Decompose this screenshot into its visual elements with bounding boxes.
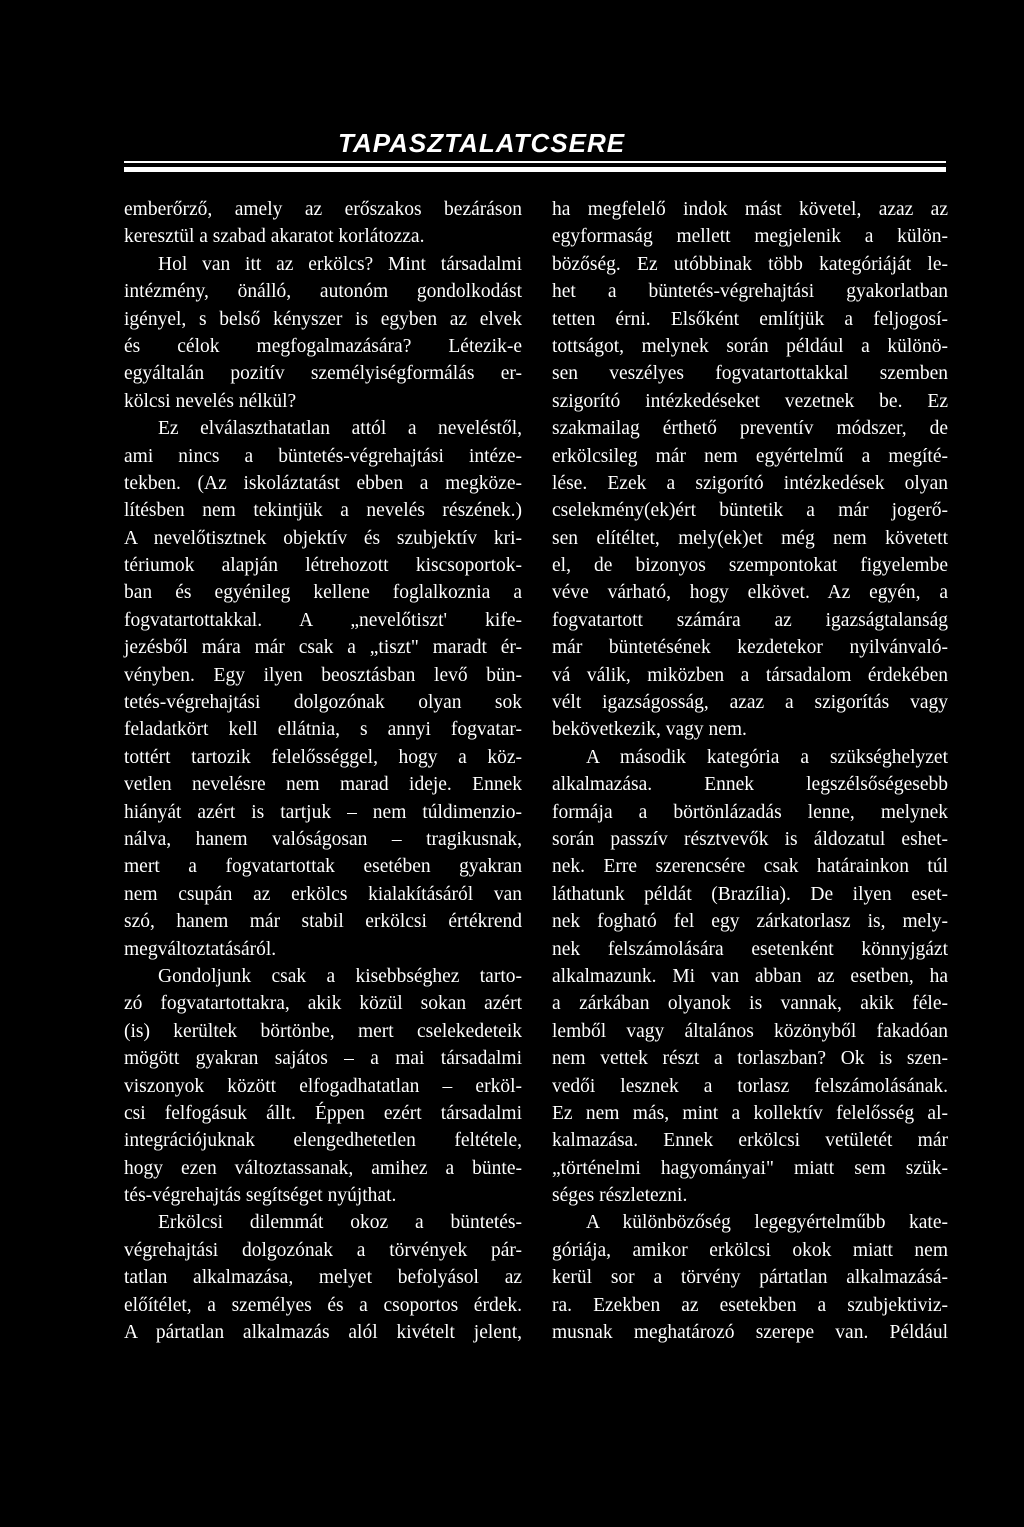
- text-line: hogy ezen változtassanak, amihez a bünte-: [124, 1157, 522, 1179]
- text-line: kalmazása. Ennek erkölcsi vetületét már: [552, 1130, 948, 1152]
- text-line: alkalmazunk. Mi van abban az esetben, ha: [552, 965, 948, 987]
- left-text-column: [124, 196, 522, 1346]
- text-line: tatlan alkalmazása, melyet befolyásol az: [124, 1267, 522, 1289]
- text-line: bözőség. Ez utóbbinak több kategóriáját le-: [552, 253, 948, 275]
- text-line: tetten érni. Elsőként említjük a feljogosí-: [552, 308, 948, 330]
- text-line: emberőrző, amely az erőszakos bezáráson: [124, 199, 522, 220]
- text-line: erkölcsileg már nem egyértelmű a megíté-: [552, 445, 948, 467]
- text-line: szigorító intézkedéseket vezetnek be. Ez: [552, 390, 948, 412]
- text-line: formája a börtönlázadás lenne, melynek: [552, 801, 948, 823]
- text-line: megváltoztatásáról.: [124, 938, 277, 960]
- page-header: [0, 128, 1024, 178]
- text-line: integrációjuknak elengedhetetlen feltétele,: [124, 1130, 522, 1152]
- text-line: vetlen nevelésre nem marad ideje. Ennek: [124, 774, 522, 796]
- text-line: tés-végrehajtás segítséget nyújthat.: [124, 1185, 397, 1207]
- text-line: bekövetkezik, vagy nem.: [552, 719, 747, 741]
- text-line: séges részletezni.: [552, 1185, 688, 1207]
- text-line: vá válik, miközben a társadalom érdekében: [552, 664, 948, 686]
- text-line: zó fogvatartottakra, akik közül sokan azért: [124, 993, 522, 1015]
- text-line: előítélet, a személyes és a csoportos érdek.: [124, 1294, 522, 1316]
- text-line: A nevelőtisztnek objektív és szubjektív kri-: [124, 527, 522, 549]
- text-line: egyformaság mellett megjelenik a külön-: [552, 226, 948, 248]
- text-line: keresztül a szabad akaratot korlátozza.: [124, 226, 425, 248]
- text-line: nek fogható fel egy zárkatorlasz is, mely-: [552, 911, 948, 933]
- text-line: már büntetésének kezdetekor nyilvánvaló-: [552, 637, 948, 659]
- text-line: Ez nem más, mint a kollektív felelősség al-: [552, 1102, 948, 1124]
- text-line: csi felfogásuk állt. Éppen ezért társadalmi: [124, 1102, 522, 1124]
- text-line: lemből vagy általános közönyből fakadóan: [552, 1020, 948, 1042]
- text-line: nek felszámolására esetenként könnyjgázt: [552, 938, 948, 960]
- text-line: a zárkában olyanok is vannak, akik féle-: [552, 993, 948, 1015]
- text-line: alkalmazása. Ennek legszélsőségesebb: [552, 774, 948, 796]
- text-line: nem csupán az erkölcs kialakításáról van: [124, 883, 522, 905]
- text-line: mögött gyakran sajátos – a mai társadalmi: [124, 1048, 522, 1070]
- text-line: Gondoljunk csak a kisebbséghez tarto-: [158, 965, 522, 987]
- text-line: intézmény, önálló, autonóm gondolkodást: [124, 281, 522, 303]
- text-line: (is) kerültek börtönbe, mert cselekedeteik: [124, 1020, 522, 1042]
- text-line: vedői lesznek a torlasz felszámolásának.: [552, 1075, 948, 1097]
- text-line: lítésben nem tekintjük a nevelés részének.): [124, 500, 522, 522]
- text-line: tetés-végrehajtási dolgozónak olyan sok: [124, 692, 522, 714]
- text-line: cselekmény(ek)ért büntetik a már jogerő-: [552, 500, 948, 522]
- text-line: véve várható, hogy elkövet. Az egyén, a: [552, 582, 948, 604]
- text-line: során passzív résztvevők is áldozatul eshet-: [552, 828, 948, 850]
- right-text-column: [552, 196, 948, 1346]
- text-line: tekben. (Az iskoláztatást ebben a megköze-: [124, 472, 522, 494]
- text-line: nálva, hanem valóságosan – tragikusnak,: [124, 828, 522, 850]
- text-line: feladatkört kell ellátnia, s annyi fogvatar-: [124, 719, 522, 741]
- text-line: kölcsi nevelés nélkül?: [124, 390, 297, 412]
- section-title: TAPASZTALATCSERE: [338, 128, 626, 158]
- text-line: jezésből mára már csak a „tiszt" maradt ér-: [124, 637, 522, 659]
- text-line: kerül sor a törvény pártatlan alkalmazásá-: [552, 1267, 948, 1289]
- text-line: és célok megfogalmazására? Létezik-e: [124, 335, 522, 357]
- text-line: lése. Ezek a szigorító intézkedések olyan: [552, 472, 948, 494]
- text-line: nem vettek részt a torlaszban? Ok is szen-: [552, 1048, 948, 1070]
- text-line: A különbözőség legegyértelműbb kate-: [586, 1212, 948, 1234]
- text-line: egyáltalán pozitív személyiségformálás er-: [124, 363, 522, 385]
- text-line: góriája, amikor erkölcsi okok miatt nem: [552, 1239, 948, 1261]
- text-line: Erkölcsi dilemmát okoz a büntetés-: [158, 1212, 522, 1234]
- text-line: nek. Erre szerencsére csak határainkon túl: [552, 856, 948, 878]
- header-rule-thick: [124, 167, 946, 172]
- text-line: A pártatlan alkalmazás alól kivételt jelent,: [124, 1322, 522, 1344]
- text-line: vélt igazságosság, azaz a szigorítás vagy: [552, 692, 948, 714]
- text-line: musnak meghatározó szerepe van. Például: [552, 1322, 948, 1344]
- text-line: het a büntetés-végrehajtási gyakorlatban: [552, 281, 948, 303]
- text-line: ban és egyénileg kellene foglalkoznia a: [124, 582, 522, 604]
- text-line: szakmailag érthető preventív módszer, de: [552, 418, 948, 440]
- text-line: sen veszélyes fogvatartottakkal szemben: [552, 363, 948, 385]
- text-line: hiányát azért is tartjuk – nem túldimenzio-: [124, 801, 522, 823]
- text-line: viszonyok között elfogadhatatlan – erköl-: [124, 1075, 522, 1097]
- text-line: ami nincs a büntetés-végrehajtási intéze-: [124, 445, 522, 467]
- text-line: fogvatartott számára az igazságtalanság: [552, 609, 948, 631]
- text-line: fogvatartottakkal. A „nevelőtiszt' kife-: [124, 609, 522, 631]
- text-line: A második kategória a szükséghelyzet: [586, 746, 948, 768]
- text-line: Ez elválaszthatatlan attól a neveléstől,: [158, 418, 522, 440]
- text-line: ra. Ezekben az esetekben a szubjektiviz-: [552, 1294, 948, 1316]
- text-line: Hol van itt az erkölcs? Mint társadalmi: [158, 253, 522, 275]
- text-line: sen elítéltet, mely(ek)et még nem követett: [552, 527, 948, 549]
- text-line: tériumok alapján létrehozott kiscsoportok-: [124, 555, 522, 577]
- header-rule-thin: [124, 161, 946, 163]
- text-line: tottságot, melynek során például a különö-: [552, 335, 948, 357]
- text-line: végrehajtási dolgozónak a törvények pár-: [124, 1239, 522, 1261]
- text-line: el, de bizonyos szempontokat figyelembe: [552, 555, 948, 577]
- text-line: láthatunk példát (Brazília). De ilyen eset-: [552, 883, 948, 905]
- text-line: igényel, s belső kényszer is egyben az elvek: [124, 308, 522, 330]
- text-line: mert a fogvatartottak esetében gyakran: [124, 856, 522, 878]
- text-line: ha megfelelő indok mást követel, azaz az: [552, 199, 948, 220]
- text-line: tottért tartozik felelősséggel, hogy a köz-: [124, 746, 522, 768]
- text-line: szó, hanem már stabil erkölcsi értékrend: [124, 911, 522, 933]
- text-line: „történelmi hagyományai" miatt sem szük-: [552, 1157, 948, 1179]
- text-line: vényben. Egy ilyen beosztásban levő bün-: [124, 664, 522, 686]
